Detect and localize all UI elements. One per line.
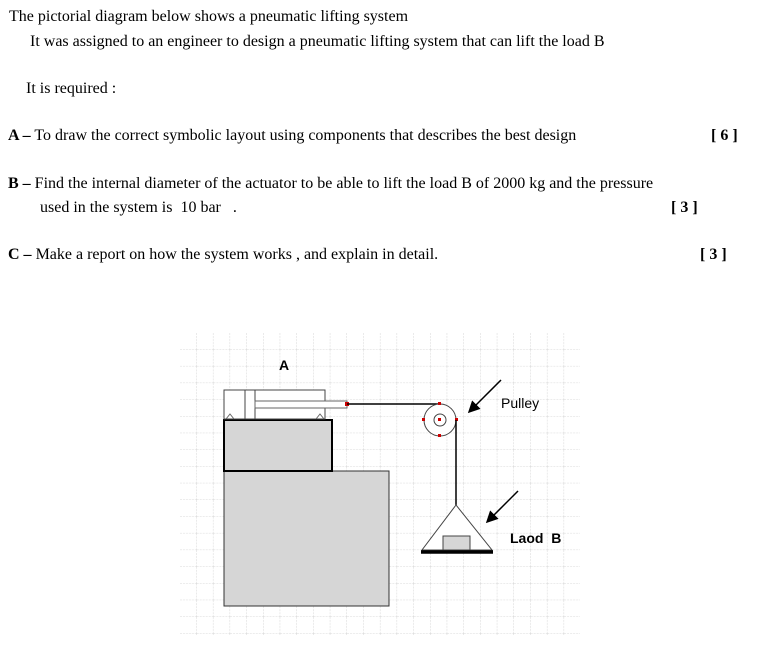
base-block-large	[224, 471, 389, 606]
question-a-letter: A –	[8, 127, 31, 144]
question-b-text-2: used in the system is 10 bar .	[40, 199, 237, 216]
question-c-letter: C –	[8, 246, 32, 263]
label-pulley: Pulley	[501, 395, 540, 411]
question-a-marks: [ 6 ]	[711, 127, 738, 144]
required-heading: It is required :	[26, 80, 117, 97]
question-b-letter: B –	[8, 175, 31, 192]
question-a-text: To draw the correct symbolic layout using components that describes the best design	[34, 127, 577, 144]
intro-line-1: The pictorial diagram below shows a pneumatic lifting system	[9, 8, 409, 25]
question-c-marks: [ 3 ]	[700, 246, 727, 263]
question-b-marks: [ 3 ]	[671, 199, 698, 216]
intro-line-2: It was assigned to an engineer to design a pneumatic lifting system that can lift the load B	[30, 33, 605, 50]
question-c-text: Make a report on how the system works , and explain in detail.	[35, 246, 439, 263]
base-block-top	[224, 420, 332, 471]
label-actuator: A	[279, 357, 290, 373]
question-b-text: Find the internal diameter of the actuator to be able to lift the load B of 2000 kg and the pressure	[30, 175, 654, 192]
label-load: Laod B	[510, 530, 562, 546]
